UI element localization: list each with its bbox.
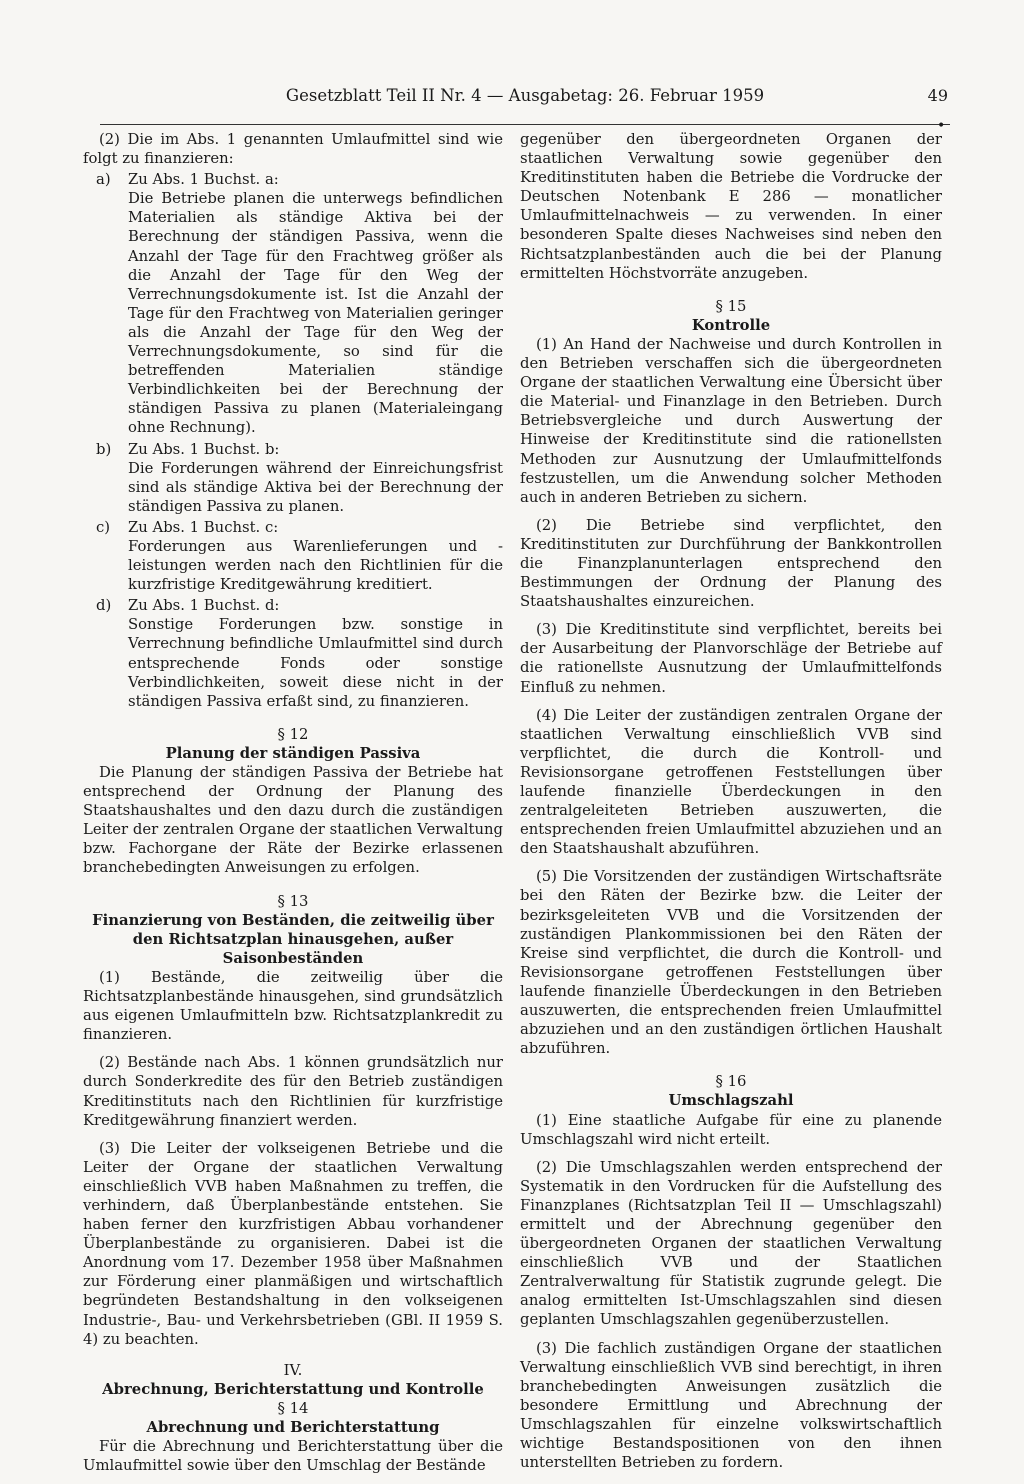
page-title: Gesetzblatt Teil II Nr. 4 — Ausgabetag: 26. Februar 1959 xyxy=(285,86,765,105)
list-item-c xyxy=(83,518,503,594)
list-item-heading: Zu Abs. 1 Buchst. b: xyxy=(128,440,280,458)
list-item-heading: Zu Abs. 1 Buchst. a: xyxy=(128,171,279,189)
list-item-label: a) xyxy=(96,171,111,189)
list-item-text: Sonstige Forderungen bzw. sonstige in Verrechnung befindliche Umlaufmittel sind durch entsprechende Fonds oder sonstige Verbindlichkeiten, soweit diese nicht in der ständigen Passiva erfaßt sind, zu finanzieren. xyxy=(128,616,503,710)
section-14-title: Abrechnung und Berichterstattung xyxy=(146,1419,440,1436)
list-item-label: d) xyxy=(96,597,112,615)
page-header xyxy=(100,84,950,125)
page-number: 49 xyxy=(927,86,948,105)
section-16-title: Umschlagszahl xyxy=(668,1092,794,1110)
paragraph-2-intro: (2) Die im Abs. 1 genannten Umlaufmittel sind wie folgt zu finanzieren: xyxy=(83,131,503,168)
list-item-text: Die Forderungen während der Einreichungsfrist sind als ständige Aktiva bei der Berechnung der ständigen Passiva zu planen. xyxy=(128,459,503,515)
section-14-continuation: gegenüber den übergeordneten Organen der staatlichen Verwaltung sowie gegenüber den Kreditinstituten haben die Betriebe die Vordrucke der Deutschen Notenbank E 286 — monatlicher Umlaufmittelnachweis — zu verwenden. In einer besonderen Spalte dieses Nachweises sind neben den Richtsatzplanbeständen auch die bei der Planung ermittelten Höchstvorräte anzugeben. xyxy=(520,131,942,282)
section-13-title: Finanzierung von Beständen, die zeitweilig über den Richtsatzplan hinausgehen, außer Saisonbeständen xyxy=(92,911,494,967)
section-16-paragraph-3: (3) Die fachlich zuständigen Organe der staatlichen Verwaltung einschließlich VVB sind berechtigt, in ihren branchebedingten Anweisungen zusätzlich die besondere Ermittlung und Abrechnung der Umschlagszahlen für einzelne volkswirtschaftlich wichtige Bestandspositionen von den ihnen unterstellten Betrieben zu fordern. xyxy=(520,1339,942,1472)
section-15-paragraph-1: (1) An Hand der Nachweise und durch Kontrollen in den Betrieben verschaffen sich die übergeordneten Organe der staatlichen Verwaltung eine Übersicht über die Material- und Finanzlage in den Betrieben. Durch Betriebsvergleiche und durch Auswertung der Hinweise der Kreditinstitute sind die rationellsten Methoden zur Ausnutzung der Umlaufmittelfonds festzustellen, um die Anwendung solcher Methoden auch in anderen Betrieben zu sichern. xyxy=(520,335,942,506)
list-item-text: Die Betriebe planen die unterwegs befindlichen Materialien als ständige Aktiva bei der Berechnung der ständigen Passiva, wenn die Anzahl der Tage für den Frachtweg größer als die Anzahl der Tage für den Weg der Verrechnungsdokumente ist. Ist die Anzahl der Tage für den Frachtweg von Materialien geringer als die Anzahl der Tage für den Weg der Verrechnungsdokumente, so sind für die betreffenden Materialien ständige Verbindlichkeiten bei der Berechnung der ständigen Passiva zu planen (Materialeingang ohne Rechnung). xyxy=(128,190,503,437)
left-column xyxy=(83,130,503,1484)
list-item-a xyxy=(83,170,503,437)
chapter-number: IV. xyxy=(283,1361,303,1379)
section-15-number: § 15 xyxy=(715,297,747,315)
chapter-title: Abrechnung, Berichterstattung und Kontrolle xyxy=(102,1380,484,1398)
section-15-paragraph-5: (5) Die Vorsitzenden der zuständigen Wirtschaftsräte bei den Räten der Bezirke bzw. die Leiter der bezirksgeleiteten VVB und die Vorsitzenden der zuständigen Plankommissionen bei den Räten der Kreise sind verpflichtet, die durch die Kontroll- und Revisionsorgane getroffenen Feststellungen über laufende finanzielle Überdeckungen in den Betrieben auszuwerten, die entsprechenden freien Umlaufmittel abzuziehen und an den zuständigen örtlichen Haushalt abzuführen. xyxy=(520,868,942,1058)
list-item-heading: Zu Abs. 1 Buchst. c: xyxy=(128,518,279,536)
section-15-paragraph-3: (3) Die Kreditinstitute sind verpflichtet, bereits bei der Ausarbeitung der Planvorschläge der Betriebe auf die rationellste Ausnutzung der Umlaufmittelfonds Einfluß zu nehmen. xyxy=(520,621,942,696)
section-12-number: § 12 xyxy=(277,725,309,743)
section-15-title: Kontrolle xyxy=(691,316,771,334)
list-item-label: b) xyxy=(96,440,112,458)
right-column xyxy=(520,130,942,1481)
list-item-label: c) xyxy=(96,518,111,536)
section-13-number: § 13 xyxy=(277,892,309,910)
section-12-text: Die Planung der ständigen Passiva der Betriebe hat entsprechend der Ordnung der Planung des Staatshaushaltes und den dazu durch die zuständigen Leiter der zentralen Organe der staatlichen Verwaltung bzw. Fachorgane der Räte der Bezirke erlassenen branchebedingten Anweisungen zu erfolgen. xyxy=(83,764,503,877)
section-14-number: § 14 xyxy=(277,1399,309,1417)
ink-dot-mark: • xyxy=(937,118,946,134)
list-item-heading: Zu Abs. 1 Buchst. d: xyxy=(128,597,280,615)
list-item-text: Forderungen aus Warenlieferungen und -leistungen werden nach den Richtlinien für die kurzfristige Kreditgewährung kreditiert. xyxy=(128,537,503,594)
section-15-paragraph-4: (4) Die Leiter der zuständigen zentralen Organe der staatlichen Verwaltung einschließlich VVB sind verpflichtet, die durch die Kontroll- und Revisionsorgane getroffenen Feststellungen über laufende finanzielle Überdeckungen in den zentralgeleiteten Betrieben auszuwerten, die entsprechenden freien Umlaufmittel abzuziehen und an den Staatshaushalt abzuführen. xyxy=(520,706,942,858)
section-12-title: Planung der ständigen Passiva xyxy=(165,744,421,762)
section-13-paragraph-3: (3) Die Leiter der volkseigenen Betriebe und die Leiter der Organe der staatlichen Verwaltung einschließlich VVB haben Maßnahmen zu treffen, die verhindern, daß Überplanbestände entstehen. Sie haben ferner den kurzfristigen Abbau vorhandener Überplanbestände zu organisieren. Dabei ist die Anordnung vom 17. Dezember 1958 über Maßnahmen zur Förderung einer planmäßigen und wirtschaftlich begründeten Bestandshaltung in den volkseigenen Industrie-, Bau- und Verkehrsbetrieben (GBl. II 1959 S. 4) zu beachten. xyxy=(83,1139,503,1348)
section-16-paragraph-1: (1) Eine staatliche Aufgabe für eine zu planende Umschlagszahl wird nicht erteilt. xyxy=(520,1111,942,1148)
section-16-paragraph-2: (2) Die Umschlagszahlen werden entsprechend der Systematik in den Vordrucken für die Aufstellung des Finanzplanes (Richtsatzplan Teil II — Umschlagszahl) ermittelt und der Abrechnung gegenüber den übergeordneten Organen der staatlichen Verwaltung einschließlich VVB und der Staatlichen Zentralverwaltung für Statistik zugrunde gelegt. Die analog ermittelten Ist-Umschlagszahlen sind diesen geplanten Umschlagszahlen gegenüberzustellen. xyxy=(520,1158,942,1329)
list-item-b xyxy=(83,440,503,516)
section-13-paragraph-2: (2) Bestände nach Abs. 1 können grundsätzlich nur durch Sonderkredite des für den Betrieb zuständigen Kreditinstituts nach den Richtlinien für kurzfristige Kreditgewährung finanziert werden. xyxy=(83,1054,503,1129)
section-16-number: § 16 xyxy=(715,1073,747,1091)
list-item-d xyxy=(83,596,503,711)
section-14-text: Für die Abrechnung und Berichterstattung über die Umlaufmittel sowie über den Umschlag der Bestände xyxy=(83,1438,503,1475)
section-13-paragraph-1: (1) Bestände, die zeitweilig über die Richtsatzplanbestände hinausgehen, sind grundsätzlich aus eigenen Umlaufmitteln bzw. Richtsatzplankredit zu finanzieren. xyxy=(83,968,503,1044)
section-15-paragraph-2: (2) Die Betriebe sind verpflichtet, den Kreditinstituten zur Durchführung der Bankkontrollen die Finanzplanunterlagen entsprechend den Bestimmungen der Ordnung der Planung des Staatshaushaltes einzureichen. xyxy=(520,516,942,611)
